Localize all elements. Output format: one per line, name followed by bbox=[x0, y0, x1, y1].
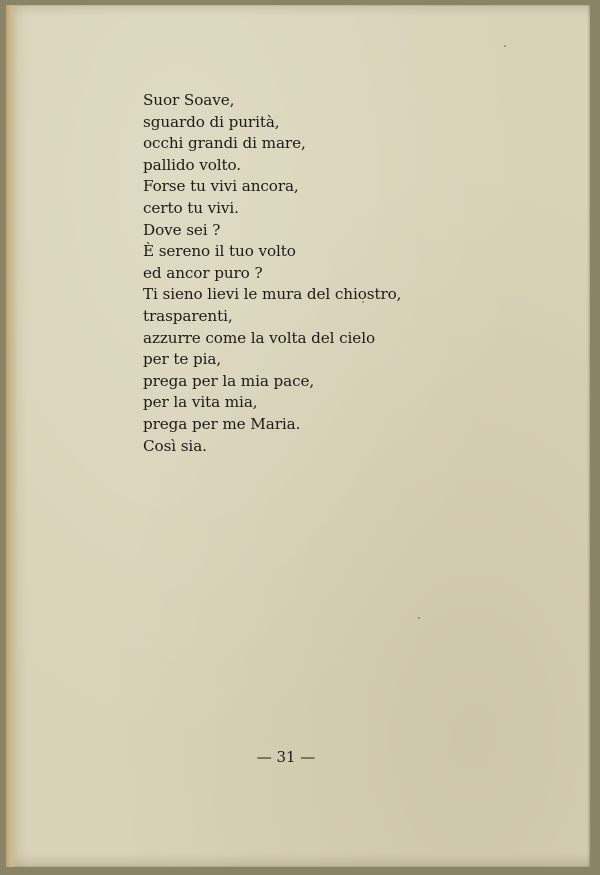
book-page bbox=[6, 5, 590, 867]
poem-line: ed ancor puro ? bbox=[143, 263, 263, 282]
poem-line: azzurre come la volta del cielo bbox=[143, 328, 375, 347]
paper-speck bbox=[418, 617, 420, 619]
poem-line: Suor Soave, bbox=[143, 91, 235, 109]
poem-text bbox=[143, 90, 401, 457]
poem-line: Forse tu vivi ancora, bbox=[143, 177, 299, 196]
poem-line: per la vita mia, bbox=[143, 393, 258, 412]
poem-line: prega per me Maria. bbox=[143, 414, 301, 433]
poem-line: Dove sei ? bbox=[143, 220, 221, 239]
poem-line: È sereno il tuo volto bbox=[143, 242, 296, 261]
poem-line: per te pia, bbox=[143, 350, 222, 369]
poem-line: Così sia. bbox=[143, 436, 207, 455]
poem-line: sguardo di purità, bbox=[143, 112, 280, 131]
poem-line: certo tu vivi. bbox=[143, 198, 239, 217]
paper-speck bbox=[504, 45, 506, 47]
poem-line: trasparenti, bbox=[143, 306, 233, 325]
page-binding-edge bbox=[6, 5, 18, 867]
poem-line: pallido volto. bbox=[143, 155, 242, 174]
page-number: — 31 — bbox=[256, 748, 316, 766]
poem-line: prega per la mia pace, bbox=[143, 371, 315, 390]
poem-line: occhi grandi di mare, bbox=[143, 134, 306, 153]
poem-line: Ti sieno lievi le mura del chiostro, bbox=[143, 285, 402, 304]
